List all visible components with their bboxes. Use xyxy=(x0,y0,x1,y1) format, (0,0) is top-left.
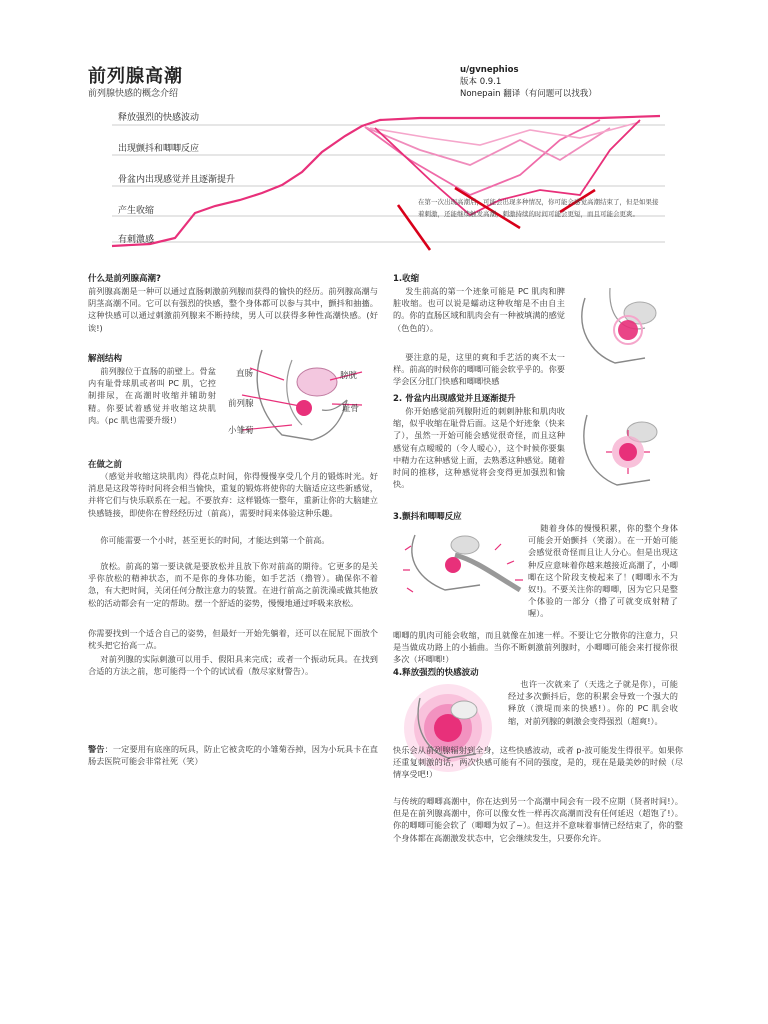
warning-body: ：一定要用有底座的玩具，防止它被贪吃的小雏菊吞掉，因为小玩具卡在直肠去医院可能会非常社死（笑） xyxy=(88,744,378,767)
label-bladder: 膀胱 xyxy=(340,371,358,381)
level-label-4: 出现颤抖和唧唧反应 xyxy=(118,144,200,154)
pelvic-illustration xyxy=(572,400,672,495)
section-before-p4: 你需要找到一个适合自己的姿势，但最好一开始先躺着，还可以在屁屁下面放个枕头把它抬高一点。 xyxy=(88,628,378,651)
level-label-2: 产生收缩 xyxy=(118,206,155,216)
level-label-1: 有刺激感 xyxy=(118,235,155,245)
page-title: 前列腺高潮 xyxy=(88,66,183,87)
label-pubic-bone: 耻骨 xyxy=(342,404,360,414)
warning-block xyxy=(88,743,378,767)
section-anatomy-title: 解剖结构 xyxy=(88,354,123,364)
warning-label: 警告 xyxy=(88,744,105,754)
section-shake-p1a: 随着身体的慢慢积累，你的整个身体可能会开始颤抖（笑溺）。在一开始可能会感觉很奇怪而且让人分心。但是出现这种反应意味着你越来越接近高潮了，小唧唧在这个阶段支棱起来了！(唧唧永不为奴!)。不要关注你的唧唧，因为它只是整个体验的一部分（撸了可就变成射精了喔）。 xyxy=(528,523,678,619)
section-shake-title: 3.颤抖和唧唧反应 xyxy=(393,512,462,522)
label-prostate: 前列腺 xyxy=(228,399,254,409)
section-anatomy-body: 前列腺位于直肠的前壁上。骨盆内有耻骨球肌或者叫 PC 肌，它控制排尿，在高潮时收缩并辅助射精。你要试着感觉并收缩这块肌肉。（pc 肌也需要升级!） xyxy=(88,366,216,425)
section-pelvic-p1: 你开始感觉前列腺附近的刺刺肿胀和肌肉收缩，似乎收缩在耻骨后面。这是个好迹象（快来了），虽然一开始可能会感觉很奇怪，而且这种感觉有点暧暧的（令人暧心），这个时候你要集中精力在这种感觉上面，去熟悉这种感觉。随着时间的推移，这种感觉将会变得更加强烈和愉快。 xyxy=(393,406,565,490)
shake-illustration xyxy=(395,520,535,605)
section-before-p5: 对前列腺的实际刺激可以用手、假阳具来完成；或者一个振动玩具。在找到合适的方法之前，您可能得一个个的试试看（散尽家财警告）。 xyxy=(88,654,378,677)
level-label-5: 释放强烈的快感波动 xyxy=(118,113,200,123)
section-contraction-title: 1.收缩 xyxy=(393,274,420,284)
section-what-body: 前列腺高潮是一种可以通过直肠刺激前列腺而获得的愉快的经历。前列腺高潮与阴茎高潮不同。它可以有强烈的快感，整个身体都可以参与其中，颤抖和抽搐。这种快感可以通过刺激前列腺来不断持续，男人可以获得多种性高潮快感。(好诶!) xyxy=(88,286,378,333)
chart-note: 在第一次出现高潮后，可能会出现多种情况，你可能会感觉高潮结束了，但是如果接着刺激，还能继续触发高潮，刺激持续的时间可能会更短，而且可能会更爽。 xyxy=(418,198,659,218)
section-contraction-p1: 发生前高的第一个迹象可能是 PC 肌肉和脾脏收缩。也可以说是蠕动这种收缩是不由自主的。你的直肠区域和肌肉会有一种被填满的感觉（色色的）。 xyxy=(393,286,565,333)
section-release-p1b: 快乐会从前列腺辐射到全身，这些快感波动，或者 p-波可能发生得很平。如果你还重复刺激的话，两次快感可能有不同的强度，是的，现在是最美妙的时候（尽情享受吧!） xyxy=(393,745,683,780)
section-release-p1a: 也许一次就来了（天选之子就是你），可能经过多次颤抖后，您的积累会导致一个强大的释放（溃堤而来的快感!）。你的 PC 肌会收缩，对前列腺的刺激会变得强烈（超爽!）。 xyxy=(508,679,678,726)
page-subtitle: 前列腺快感的概念介绍 xyxy=(88,89,179,99)
section-shake-p1b: 唧唧的肌肉可能会收缩，而且就像在加速一样。不要让它分散你的注意力，只是当做成功路上的小插曲。当你不断刺激前列腺时，小唧唧可能会来打搅你很多次（坏唧唧!） xyxy=(393,630,678,665)
section-before-p1: （感觉并收缩这块肌肉）得花点时间，你得慢慢享受几个月的锻炼时光。好消息是这段等待时间将会相当愉快，重复的锻炼将使你的大脑适应这些新感觉，并将它们与快乐联系在一起。不要放弃：这样锻炼一整年，重新让你的大脑建立快感链接，即使你在曾经经历过（前高），需要时间来体验这种乐趣。 xyxy=(88,471,378,518)
section-contraction-p2: 要注意的是，这里的爽和手艺活的爽不太一样。前高的时候你的唧唧可能会软乎乎的。你要学会区分肛门快感和唧唧快感 xyxy=(393,352,565,387)
label-anus: 小雏菊 xyxy=(228,426,254,436)
level-label-3: 骨盆内出现感觉并且逐渐提升 xyxy=(118,175,236,185)
section-release-p2: 与传统的唧唧高潮中，你在达到另一个高潮中间会有一段不应期（贤者时间!）。但是在前列腺高潮中，你可以像女性一样再次高潮而没有任何延迟（超饱了!）。你的唧唧可能会软了（唧唧为奴了~）。但这并不意味着事情已经结束了，你的整个身体都在高潮激发状态中，它会继续发生，只要你允许。 xyxy=(393,796,683,843)
credit-version: 版本 0.9.1 xyxy=(460,77,502,87)
credit-author: u/gvnephios xyxy=(460,65,519,75)
section-pelvic-title: 2. 骨盆内出现感觉并且逐渐提升 xyxy=(393,394,516,404)
contraction-illustration xyxy=(570,278,670,373)
arousal-chart xyxy=(0,0,768,270)
section-what-title: 什么是前列腺高潮? xyxy=(88,274,161,284)
credit-translator: Nonepain 翻译（有问题可以找我） xyxy=(460,89,597,99)
section-release-title: 4.释放强烈的快感波动 xyxy=(393,668,479,678)
section-before-title: 在做之前 xyxy=(88,460,123,470)
section-before-p2: 你可能需要一个小时，甚至更长的时间，才能达到第一个前高。 xyxy=(100,535,330,545)
section-before-p3: 放松。前高的第一要诀就是要放松并且放下你对前高的期待。它更多的是关乎你放松的精神状态，而不是你的身体功能，如手艺活（撸管）。确保你不着急，有大把时间，关闭任何分散注意力的装置。在进行前高之前洗澡或做其他放松的活动都会有一定的帮助。摆一个舒适的姿势，慢慢地通过呼吸来放松。 xyxy=(88,561,378,608)
branch-curve-3 xyxy=(370,122,640,145)
label-rectum: 直肠 xyxy=(236,369,254,379)
